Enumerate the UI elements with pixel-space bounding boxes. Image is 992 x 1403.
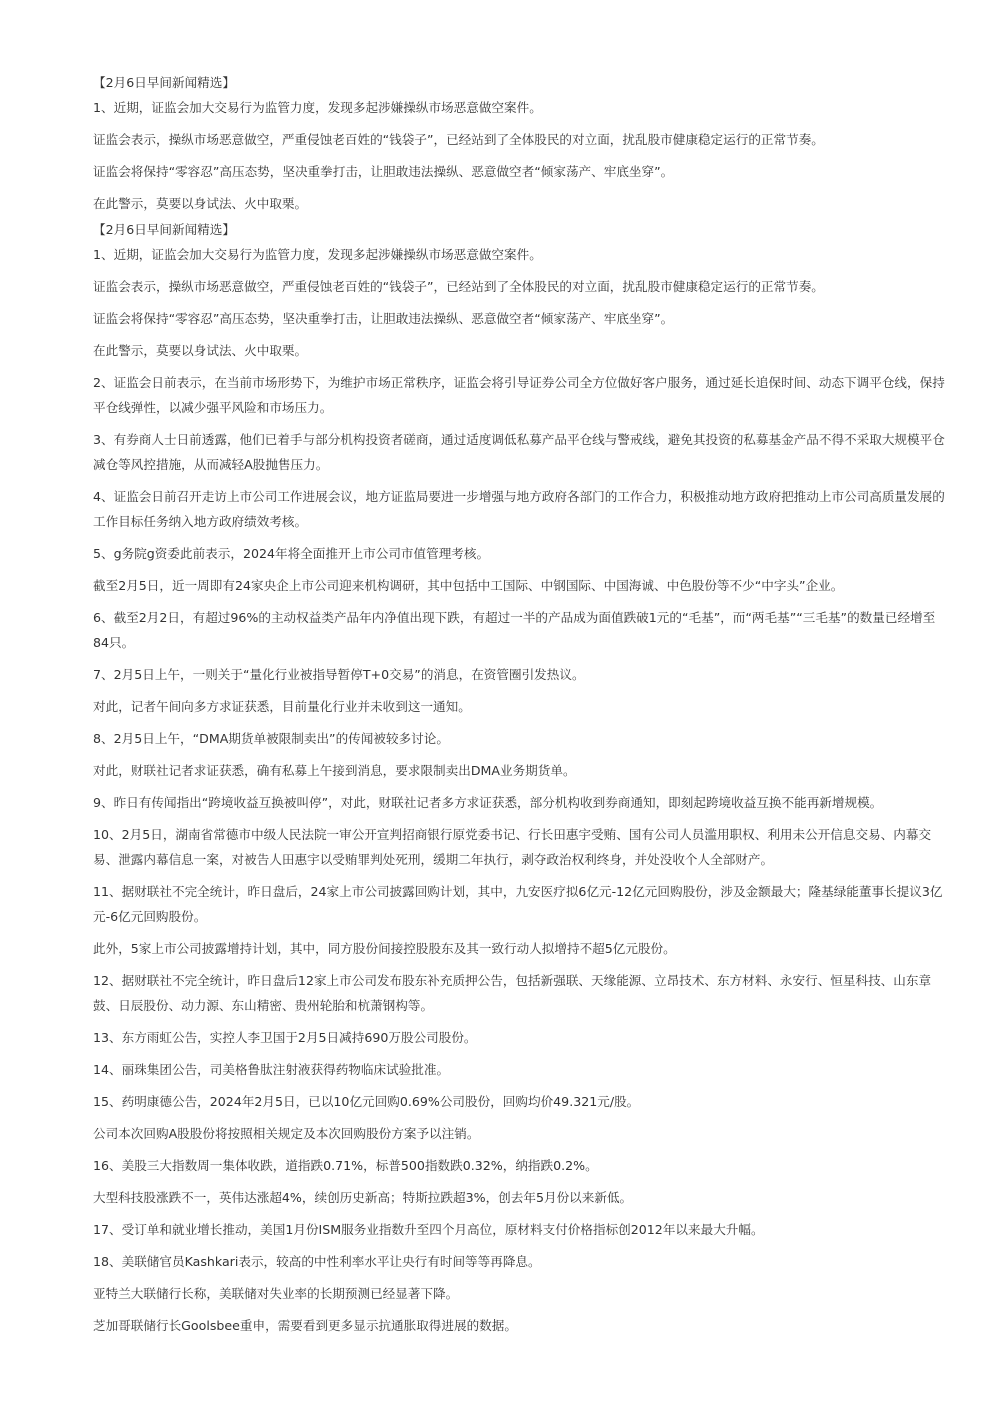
paragraph: 12、据财联社不完全统计，昨日盘后12家上市公司发布股东补充质押公告，包括新强联、天缘能源、立昂技术、东方材料、永安行、恒星科技、山东章鼓、日辰股份、动力源、东山精密、贵州轮胎和杭萧钢构等。	[93, 973, 932, 1013]
paragraph: 1、近期，证监会加大交易行为监管力度，发现多起涉嫌操纵市场恶意做空案件。	[93, 247, 542, 262]
section-heading: 【2月6日早间新闻精选】	[93, 222, 235, 237]
paragraph: 对此，财联社记者求证获悉，确有私募上午接到消息，要求限制卖出DMA业务期货单。	[93, 763, 576, 778]
paragraph: 证监会将保持“零容忍”高压态势，坚决重拳打击，让胆敢违法操纵、恶意做空者“倾家荡产、牢底坐穿”。	[93, 311, 674, 326]
paragraph: 5、g务院g资委此前表示，2024年将全面推开上市公司市值管理考核。	[93, 546, 490, 561]
paragraph: 截至2月5日，近一周即有24家央企上市公司迎来机构调研，其中包括中工国际、中钢国际、中国海诚、中色股份等不少“中字头”企业。	[93, 578, 844, 593]
paragraph: 2、证监会日前表示，在当前市场形势下，为维护市场正常秩序，证监会将引导证券公司全方位做好客户服务，通过延长追保时间、动态下调平仓线，保持平仓线弹性，以减少强平风险和市场压力。	[93, 375, 945, 415]
paragraph: 证监会将保持“零容忍”高压态势，坚决重拳打击，让胆敢违法操纵、恶意做空者“倾家荡产、牢底坐穿”。	[93, 164, 674, 179]
paragraph: 9、昨日有传闻指出“跨境收益互换被叫停”，对此，财联社记者多方求证获悉，部分机构收到券商通知，即刻起跨境收益互换不能再新增规模。	[93, 795, 883, 810]
paragraph: 对此，记者午间向多方求证获悉，目前量化行业并未收到这一通知。	[93, 699, 471, 714]
paragraph: 证监会表示，操纵市场恶意做空，严重侵蚀老百姓的“钱袋子”，已经站到了全体股民的对立面，扰乱股市健康稳定运行的正常节奏。	[93, 279, 824, 294]
paragraph: 14、丽珠集团公告，司美格鲁肽注射液获得药物临床试验批准。	[93, 1062, 450, 1077]
section-heading: 【2月6日早间新闻精选】	[93, 75, 235, 90]
paragraph: 10、2月5日，湖南省常德市中级人民法院一审公开宣判招商银行原党委书记、行长田惠宇受贿、国有公司人员滥用职权、利用未公开信息交易、内幕交易、泄露内幕信息一案，对被告人田惠宇以受贿罪判处死刑，缓期二年执行，剥夺政治权利终身，并处没收个人全部财产。	[93, 827, 932, 867]
news-section-2	[93, 217, 946, 1338]
paragraph: 大型科技股涨跌不一，英伟达涨超4%，续创历史新高；特斯拉跌超3%，创去年5月份以来新低。	[93, 1190, 633, 1205]
paragraph: 1、近期，证监会加大交易行为监管力度，发现多起涉嫌操纵市场恶意做空案件。	[93, 100, 542, 115]
paragraph: 芝加哥联储行长Goolsbee重申，需要看到更多显示抗通胀取得进展的数据。	[93, 1318, 517, 1333]
paragraph: 6、截至2月2日，有超过96%的主动权益类产品年内净值出现下跌，有超过一半的产品成为面值跌破1元的“毛基”，而“两毛基”“三毛基”的数量已经增至84只。	[93, 610, 936, 650]
paragraph: 证监会表示，操纵市场恶意做空，严重侵蚀老百姓的“钱袋子”，已经站到了全体股民的对立面，扰乱股市健康稳定运行的正常节奏。	[93, 132, 824, 147]
news-section-1	[93, 70, 946, 216]
paragraph: 4、证监会日前召开走访上市公司工作进展会议，地方证监局要进一步增强与地方政府各部门的工作合力，积极推动地方政府把推动上市公司高质量发展的工作目标任务纳入地方政府绩效考核。	[93, 489, 945, 529]
paragraph: 16、美股三大指数周一集体收跌，道指跌0.71%，标普500指数跌0.32%，纳指跌0.2%。	[93, 1158, 598, 1173]
paragraph: 8、2月5日上午，“DMA期货单被限制卖出”的传闻被较多讨论。	[93, 731, 449, 746]
paragraph: 在此警示，莫要以身试法、火中取栗。	[93, 343, 308, 358]
paragraph: 7、2月5日上午，一则关于“量化行业被指导暂停T+0交易”的消息，在资管圈引发热议。	[93, 667, 585, 682]
paragraph: 18、美联储官员Kashkari表示，较高的中性利率水平让央行有时间等等再降息。	[93, 1254, 541, 1269]
paragraph: 在此警示，莫要以身试法、火中取栗。	[93, 196, 308, 211]
paragraph: 亚特兰大联储行长称，美联储对失业率的长期预测已经显著下降。	[93, 1286, 459, 1301]
paragraph: 11、据财联社不完全统计，昨日盘后，24家上市公司披露回购计划，其中，九安医疗拟6亿元-12亿元回购股份，涉及金额最大；隆基绿能董事长提议3亿元-6亿元回购股份。	[93, 884, 943, 924]
paragraph: 17、受订单和就业增长推动，美国1月份ISM服务业指数升至四个月高位，原材料支付价格指标创2012年以来最大升幅。	[93, 1222, 764, 1237]
paragraph: 公司本次回购A股股份将按照相关规定及本次回购股份方案予以注销。	[93, 1126, 480, 1141]
paragraph: 此外，5家上市公司披露增持计划，其中，同方股份间接控股股东及其一致行动人拟增持不超5亿元股份。	[93, 941, 676, 956]
paragraph: 15、药明康德公告，2024年2月5日，已以10亿元回购0.69%公司股份，回购均价49.321元/股。	[93, 1094, 640, 1109]
paragraph: 3、有券商人士日前透露，他们已着手与部分机构投资者磋商，通过适度调低私募产品平仓线与警戒线，避免其投资的私募基金产品不得不采取大规模平仓减仓等风控措施，从而减轻A股抛售压力。	[93, 432, 945, 472]
paragraph: 13、东方雨虹公告，实控人李卫国于2月5日减持690万股公司股份。	[93, 1030, 477, 1045]
